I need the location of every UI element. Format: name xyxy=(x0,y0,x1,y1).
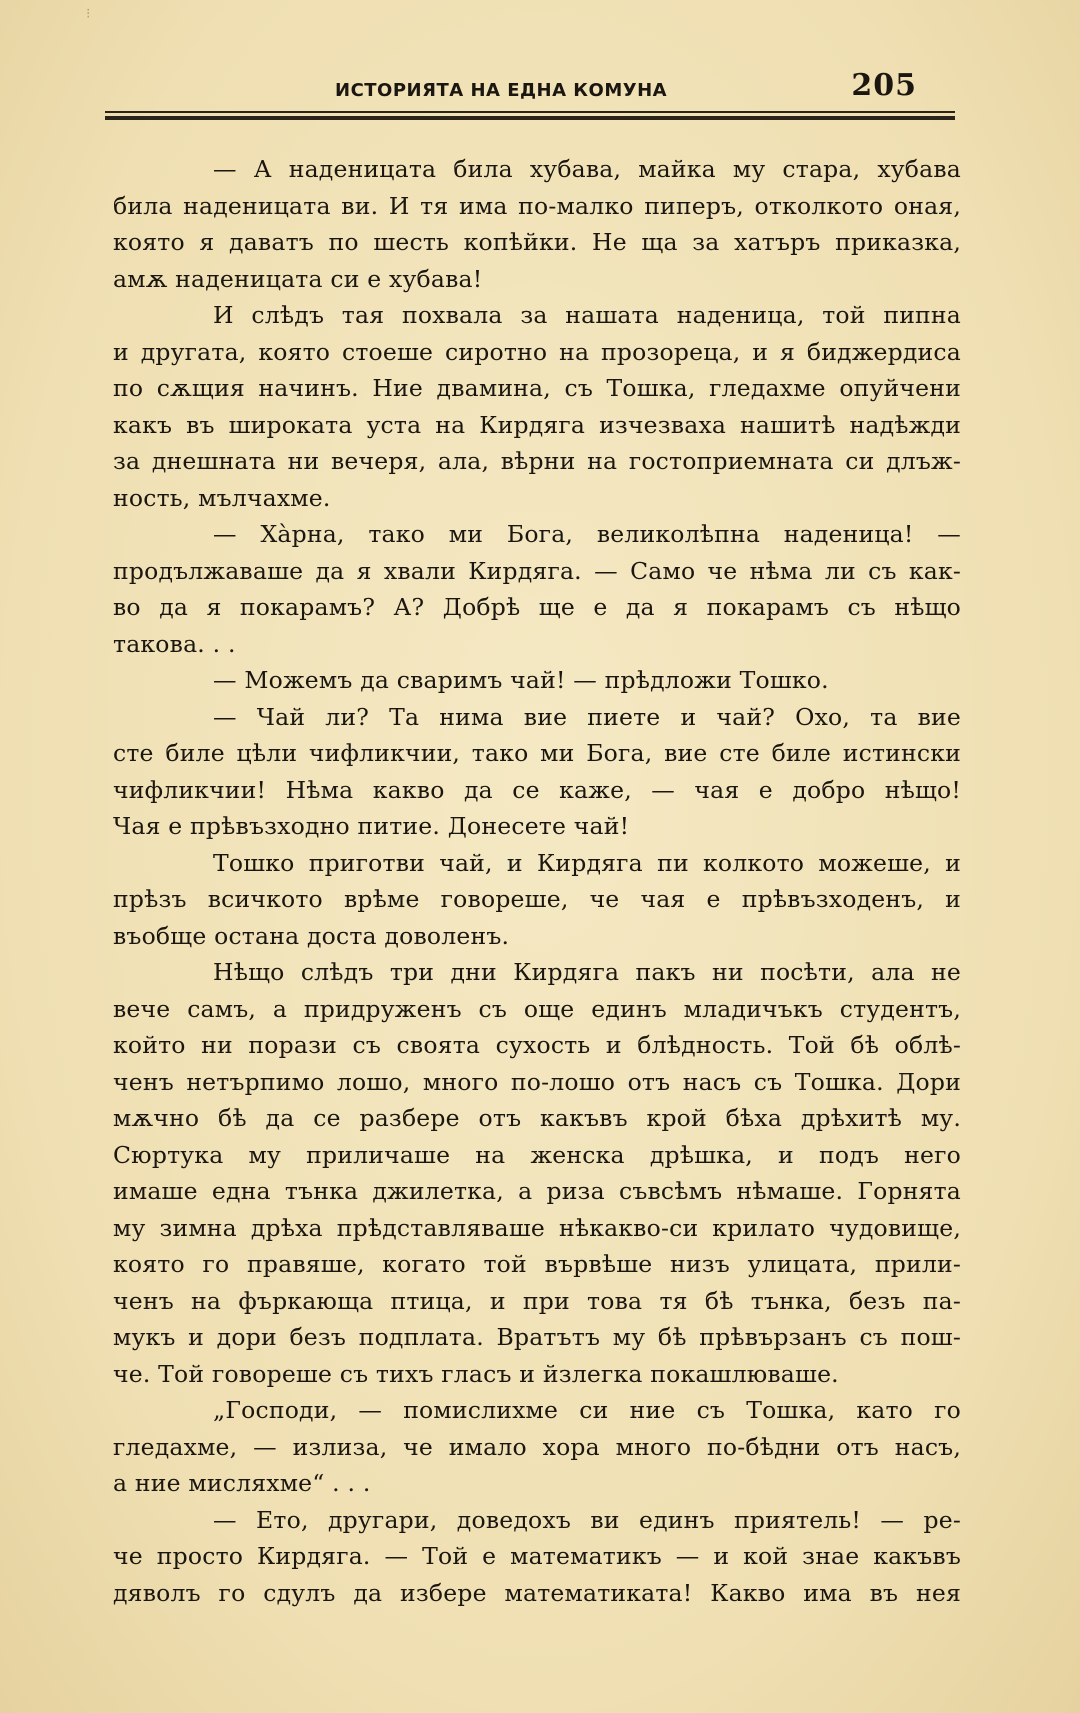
text-line: мукъ и дори безъ подплата. Вратътъ му бѣ прѣвързанъ съ пош- xyxy=(113,1323,961,1351)
text-line: ность, мълчахме. xyxy=(113,483,331,512)
body-text xyxy=(113,151,961,1611)
page-header xyxy=(105,62,955,122)
text-line: такова. . . xyxy=(113,629,236,658)
text-line: била наденицата ви. И тя има по-малко пиперъ, отколкото оная, xyxy=(113,191,961,220)
text-line: по сѫщия начинъ. Ние двамина, съ Тошка, гледахме опуйчени xyxy=(113,374,961,402)
text-line: — Можемъ да сваримъ чай! — прѣдложи Тошко. xyxy=(213,666,829,694)
text-line: която я даватъ по шесть копѣйки. Не ща за хатъръ приказка, xyxy=(113,228,961,256)
text-line: — А наденицата била хубава, майка му стара, хубава xyxy=(213,155,961,183)
text-line: че просто Кирдяга. — Той е математикъ — и кой знае какъвъ xyxy=(113,1542,961,1570)
text-line: която го правяше, когато той вървѣше низъ улицата, прили- xyxy=(113,1250,961,1278)
margin-mark: ⁝ xyxy=(86,6,91,22)
text-line: въобще остана доста доволенъ. xyxy=(113,921,510,950)
text-line: му зимна дрѣха прѣдставляваше нѣкакво-си крилато чудовище, xyxy=(113,1213,961,1242)
header-rule-thick xyxy=(105,116,955,120)
text-line: Тошко приготви чай, и Кирдяга пи колкото можеше, и xyxy=(213,848,961,877)
text-line: какъ въ широката уста на Кирдяга изчезваха нашитѣ надѣжди xyxy=(113,410,961,439)
text-line: — Ето, другари, доведохъ ви единъ приятель! — ре- xyxy=(213,1505,961,1534)
text-line: ченъ на фъркающа птица, и при това тя бѣ тънка, безъ па- xyxy=(113,1286,961,1315)
text-line: И слѣдъ тая похвала за нашата наденица, той пипна xyxy=(213,301,961,329)
text-line: Чая е прѣвъзходно питие. Донесете чай! xyxy=(113,812,630,840)
text-line: вече самъ, а придруженъ съ още единъ младичъкъ студентъ, xyxy=(113,994,961,1023)
text-line: който ни порази съ своята сухость и блѣдность. Той бѣ облѣ- xyxy=(113,1031,961,1059)
text-line: во да я покарамъ? А? Добрѣ ще е да я покарамъ съ нѣщо xyxy=(113,593,961,621)
running-title: ИСТОРИЯТА НА ЕДНА КОМУНА xyxy=(335,80,668,101)
text-line: „Господи, — помислихме си ние съ Тошка, като го xyxy=(213,1396,961,1424)
text-line: че. Той говореше съ тихъ гласъ и йзлегка покашлюваше. xyxy=(113,1359,839,1388)
text-line: мѫчно бѣ да се разбере отъ какъвъ крой бѣха дрѣхитѣ му. xyxy=(113,1104,961,1132)
text-line: дяволъ го сдулъ да избере математиката! Какво има въ нея xyxy=(113,1578,961,1607)
text-line: сте биле цѣли чифликчии, тако ми Бога, вие сте биле истински xyxy=(113,739,961,767)
text-line: имаше една тънка джилетка, а риза съвсѣмъ нѣмаше. Горнята xyxy=(113,1177,961,1205)
text-line: ченъ нетърпимо лошо, много по-лошо отъ насъ съ Тошка. Дори xyxy=(113,1067,961,1096)
text-line: амѫ наденицата си е хубава! xyxy=(113,264,483,293)
text-line: продължаваше да я хвали Кирдяга. — Само че нѣма ли съ как- xyxy=(113,556,961,585)
text-line: Сюртука му приличаше на женска дрѣшка, и подъ него xyxy=(113,1140,961,1169)
text-line: чифликчии! Нѣма какво да се каже, — чая е добро нѣщо! xyxy=(113,775,961,804)
text-line: и другата, която стоеше сиротно на прозореца, и я биджердиса xyxy=(113,337,961,366)
text-line: — Хàрна, тако ми Бога, великолѣпна наденица! — xyxy=(213,520,961,548)
text-line: гледахме, — излиза, че имало хора много по-бѣдни отъ насъ, xyxy=(113,1432,961,1461)
page-number: 205 xyxy=(851,68,917,103)
text-line: за днешната ни вечеря, ала, вѣрни на гостоприемната си длъж- xyxy=(113,447,961,475)
text-line: а ние мисляхме“ . . . xyxy=(113,1469,371,1497)
text-line: Нѣщо слѣдъ три дни Кирдяга пакъ ни посѣти, ала не xyxy=(213,958,961,986)
text-line: — Чай ли? Та нима вие пиете и чай? Охо, та вие xyxy=(213,702,961,731)
header-rule-thin xyxy=(105,111,955,113)
text-line: прѣзъ всичкото врѣме говореше, че чая е прѣвъзходенъ, и xyxy=(113,885,961,913)
